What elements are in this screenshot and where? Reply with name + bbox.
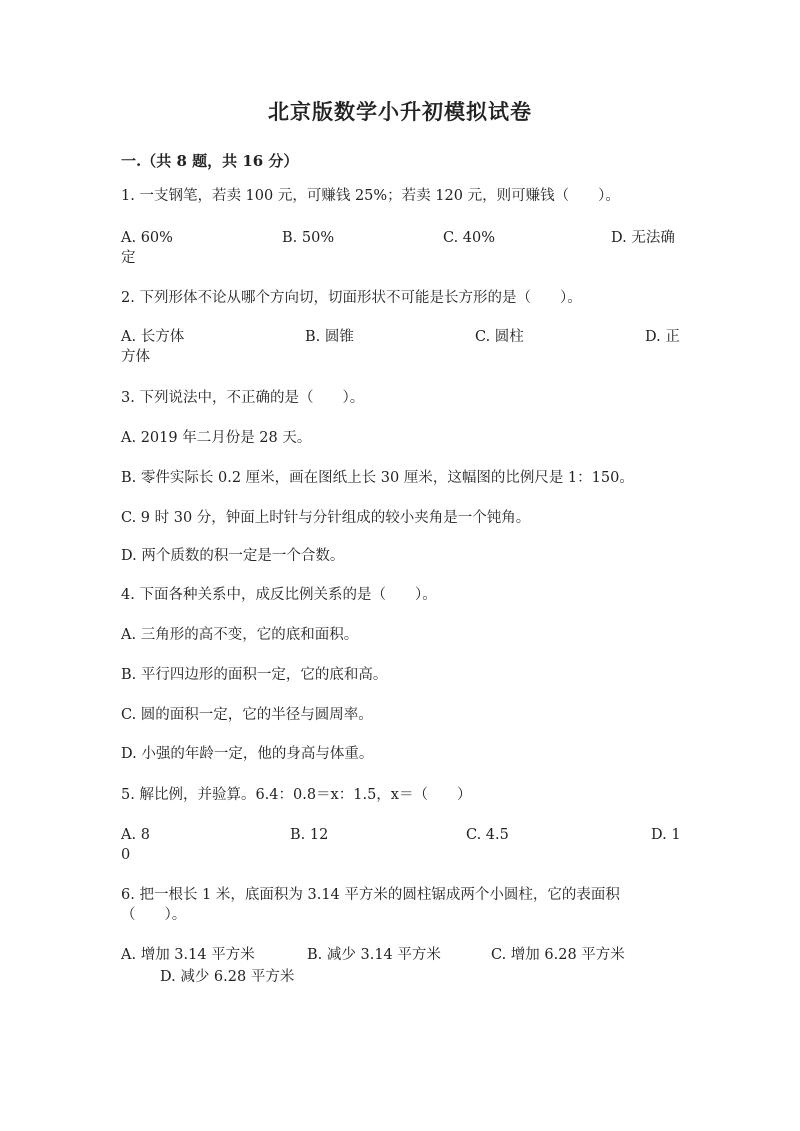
question-6-option-a: A. 增加 3.14 平方米: [121, 947, 255, 963]
question-3-option-d: D. 两个质数的积一定是一个合数。: [121, 548, 345, 564]
question-2-option-c: C. 圆柱: [475, 329, 524, 345]
question-5-stem: 5. 解比例，并验算。6.4：0.8＝x：1.5，x＝（ ）: [121, 787, 472, 803]
question-1-option-b: B. 50%: [282, 230, 335, 246]
question-6-stem: 6. 把一根长 1 米，底面积为 3.14 平方米的圆柱锯成两个小圆柱，它的表面积: [121, 887, 620, 903]
question-2-stem: 2. 下列形体不论从哪个方向切，切面形状不可能是长方形的是（ ）。: [121, 290, 582, 306]
question-2-option-d: D. 正: [645, 329, 680, 345]
question-4-option-d: D. 小强的年龄一定，他的身高与体重。: [121, 746, 374, 762]
question-5-option-c: C. 4.5: [466, 827, 509, 843]
question-6-stem-wrap: （ ）。: [121, 907, 187, 923]
question-5-option-d-wrap: 0: [121, 847, 131, 863]
question-6-option-c: C. 增加 6.28 平方米: [491, 947, 625, 963]
question-3-option-c: C. 9 时 30 分，钟面上时针与分针组成的较小夹角是一个钝角。: [121, 510, 531, 526]
question-5-option-b: B. 12: [290, 827, 329, 843]
question-1-option-d: D. 无法确: [611, 230, 675, 246]
question-4-option-b: B. 平行四边形的面积一定，它的底和高。: [121, 667, 388, 683]
question-1-option-c: C. 40%: [443, 230, 496, 246]
page-title: 北京版数学小升初模拟试卷: [268, 99, 532, 124]
question-6-option-b: B. 减少 3.14 平方米: [307, 947, 441, 963]
question-4-stem: 4. 下面各种关系中，成反比例关系的是（ ）。: [121, 587, 437, 603]
section-heading: 一.（共 8 题，共 16 分）: [121, 152, 299, 170]
question-5-option-a: A. 8: [121, 827, 150, 843]
question-6-option-d: D. 减少 6.28 平方米: [160, 969, 295, 985]
question-1-option-d-wrap: 定: [121, 250, 136, 266]
question-3-option-a: A. 2019 年二月份是 28 天。: [121, 430, 312, 446]
question-4-option-c: C. 圆的面积一定，它的半径与圆周率。: [121, 707, 373, 723]
question-2-option-d-wrap: 方体: [121, 349, 150, 365]
question-1-option-a: A. 60%: [121, 230, 173, 246]
question-1-stem: 1. 一支钢笔，若卖 100 元，可赚钱 25%；若卖 120 元，则可赚钱（ ）。: [121, 188, 620, 204]
question-2-option-b: B. 圆锥: [305, 329, 354, 345]
question-3-option-b: B. 零件实际长 0.2 厘米，画在图纸上长 30 厘米，这幅图的比例尺是 1：150。: [121, 470, 634, 486]
question-4-option-a: A. 三角形的高不变，它的底和面积。: [121, 627, 359, 643]
question-5-option-d: D. 1: [651, 827, 681, 843]
question-2-option-a: A. 长方体: [121, 329, 185, 345]
question-3-stem: 3. 下列说法中，不正确的是（ ）。: [121, 390, 365, 406]
